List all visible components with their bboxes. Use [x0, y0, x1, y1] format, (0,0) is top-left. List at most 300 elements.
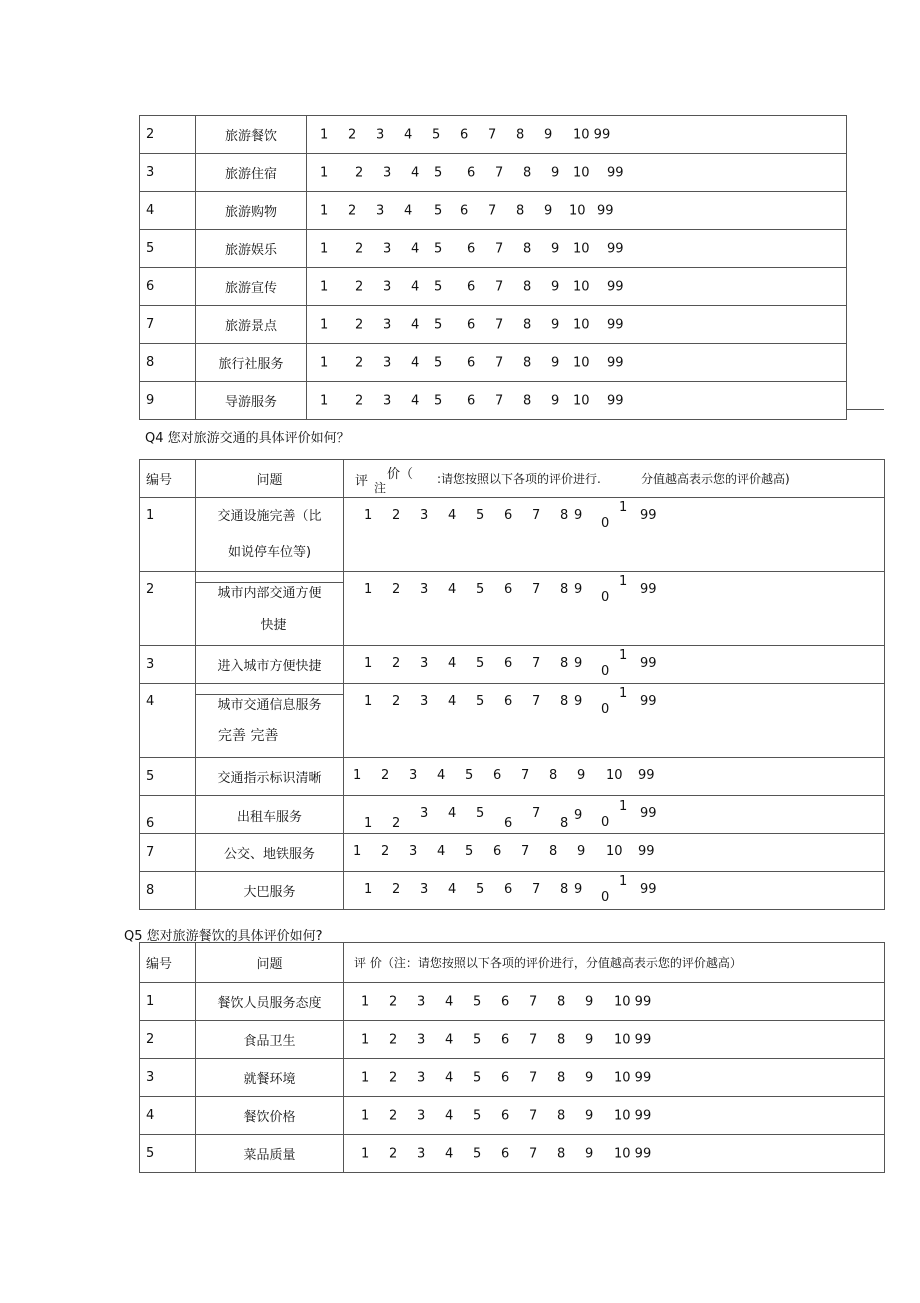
row-number: 2 [140, 1021, 196, 1059]
table-row [140, 154, 847, 192]
rating-value: 9 [585, 994, 594, 1009]
row-number: 7 [140, 306, 196, 344]
rating-value: 4 [411, 355, 420, 370]
rating-value: 3 [383, 165, 392, 180]
rating-value: 7 [521, 768, 530, 783]
rating-value: 1 [619, 799, 628, 814]
rating-value: 99 [607, 241, 624, 256]
row-label: 食品卫生 [196, 1021, 344, 1059]
rating-value: 0 [601, 890, 610, 905]
rating-scale [307, 382, 847, 420]
rating-value: 0 [601, 702, 610, 717]
rating-value: 99 [640, 806, 657, 821]
rating-value: 9 [551, 393, 560, 408]
rating-value: 1 [320, 393, 329, 408]
rating-value: 7 [495, 241, 504, 256]
rating-value: 5 [476, 694, 485, 709]
row-number: 7 [140, 834, 196, 872]
row-label-line: 如说停车位等) [227, 545, 312, 560]
row-label: 公交、地铁服务 [196, 834, 344, 872]
rating-value: 7 [488, 203, 497, 218]
rating-value: 2 [355, 393, 364, 408]
rating-value: 9 [551, 279, 560, 294]
rating-value: 1 [364, 882, 373, 897]
rating-value: 1 [320, 279, 329, 294]
rating-scale [344, 646, 885, 684]
row-label-line: 城市内部交通方便 [217, 586, 322, 601]
rating-value: 9 [574, 882, 583, 897]
rating-value: 10 [573, 317, 590, 332]
header-eval-part: 分值越高表示您的评价越高) [641, 472, 790, 486]
row-label: 进入城市方便快捷 [196, 646, 344, 684]
rating-value: 10 [573, 279, 590, 294]
rating-value: 8 [557, 1146, 566, 1161]
rating-value: 5 [434, 241, 443, 256]
rating-value: 6 [467, 165, 476, 180]
table-row [140, 230, 847, 268]
rating-value: 0 [601, 516, 610, 531]
rating-value: 7 [532, 508, 541, 523]
row-label: 餐饮价格 [196, 1097, 344, 1135]
rating-value: 2 [381, 768, 390, 783]
row-number: 6 [140, 796, 196, 834]
rating-value: 6 [460, 203, 469, 218]
rating-scale [344, 1097, 885, 1135]
rating-value: 8 [560, 882, 569, 897]
table-row [140, 1135, 885, 1173]
row-label: 旅行社服务 [196, 344, 307, 382]
row-number: 5 [140, 1135, 196, 1173]
header-number: 编号 [140, 460, 196, 498]
rating-scale [344, 834, 885, 872]
header-question: 问题 [196, 460, 344, 498]
row-label [196, 572, 344, 646]
table-row [140, 1059, 885, 1097]
rating-value: 10 [573, 241, 590, 256]
rating-value: 8 [557, 1032, 566, 1047]
row-number: 4 [140, 684, 196, 758]
rating-value: 9 [551, 165, 560, 180]
q5-rating-table [139, 942, 885, 1173]
row-number: 3 [140, 154, 196, 192]
rating-value: 8 [523, 165, 532, 180]
rating-value: 8 [560, 694, 569, 709]
rating-value: 7 [529, 1070, 538, 1085]
rating-value: 3 [420, 806, 429, 821]
rating-value: 4 [448, 508, 457, 523]
rating-value: 6 [501, 1032, 510, 1047]
rating-value: 1 [353, 768, 362, 783]
divider [196, 582, 343, 583]
header-evaluation: 评 价（注：请您按照以下各项的评价进行，分值越高表示您的评价越高） [344, 943, 885, 983]
rating-value: 99 [640, 656, 657, 671]
rating-value: 2 [392, 656, 401, 671]
rating-value: 0 [601, 815, 610, 830]
rating-value: 7 [495, 317, 504, 332]
rating-value: 5 [434, 279, 443, 294]
rating-value: 6 [504, 508, 513, 523]
rating-value: 7 [529, 1032, 538, 1047]
row-number: 5 [140, 230, 196, 268]
rating-value: 3 [417, 1070, 426, 1085]
rating-value: 9 [577, 768, 586, 783]
rating-value: 9 [551, 317, 560, 332]
table-row [140, 382, 847, 420]
rating-value: 7 [495, 165, 504, 180]
table-header-row [140, 943, 885, 983]
rating-value: 5 [473, 1146, 482, 1161]
rating-value: 8 [560, 582, 569, 597]
rating-value: 5 [434, 355, 443, 370]
row-label-line: 交通设施完善（比 [217, 509, 322, 524]
rating-value: 7 [529, 994, 538, 1009]
rating-value: 3 [420, 882, 429, 897]
row-label: 旅游景点 [196, 306, 307, 344]
rating-value: 2 [355, 317, 364, 332]
row-label: 旅游宣传 [196, 268, 307, 306]
rating-scale [307, 344, 847, 382]
rating-value: 1 [320, 355, 329, 370]
rating-value: 8 [523, 355, 532, 370]
row-label [196, 684, 344, 758]
rating-value: 3 [417, 994, 426, 1009]
rating-value: 1 [320, 203, 329, 218]
rating-value: 9 [574, 694, 583, 709]
rating-value: 9 [574, 656, 583, 671]
rating-value: 7 [529, 1108, 538, 1123]
rating-value: 10 [573, 393, 590, 408]
rating-value: 4 [448, 882, 457, 897]
rating-value: 4 [404, 127, 413, 142]
row-number: 8 [140, 872, 196, 910]
rating-value: 2 [392, 882, 401, 897]
rating-value: 99 [640, 582, 657, 597]
rating-value: 4 [448, 806, 457, 821]
rating-value: 1 [361, 1070, 370, 1085]
rating-value: 5 [473, 1070, 482, 1085]
row-number: 2 [140, 116, 196, 154]
rating-value: 6 [467, 279, 476, 294]
rating-value: 5 [476, 508, 485, 523]
rating-scale [344, 1059, 885, 1097]
rating-value: 6 [504, 694, 513, 709]
rating-value: 7 [532, 694, 541, 709]
row-label-line: 完善 完善 [218, 728, 279, 744]
rating-value: 9 [585, 1146, 594, 1161]
rating-scale [307, 306, 847, 344]
table-row [140, 344, 847, 382]
rating-value: 2 [355, 241, 364, 256]
rating-value: 99 [638, 768, 655, 783]
rating-scale [307, 154, 847, 192]
rating-value: 3 [376, 127, 385, 142]
table-row [140, 834, 885, 872]
rating-value: 2 [389, 1108, 398, 1123]
rating-value: 99 [607, 165, 624, 180]
row-number: 3 [140, 1059, 196, 1097]
rating-value: 9 [544, 127, 553, 142]
rating-scale [307, 268, 847, 306]
rating-value: 99 [607, 317, 624, 332]
row-number: 5 [140, 758, 196, 796]
row-label: 出租车服务 [196, 796, 344, 834]
rating-value: 10 99 [573, 127, 611, 142]
rating-value: 9 [574, 808, 583, 823]
rating-value: 8 [557, 994, 566, 1009]
rating-value: 8 [523, 279, 532, 294]
rating-value: 1 [619, 500, 628, 515]
rating-value: 5 [476, 882, 485, 897]
rating-value: 9 [551, 241, 560, 256]
rating-value: 9 [585, 1108, 594, 1123]
rating-value: 4 [445, 994, 454, 1009]
rating-value: 99 [640, 508, 657, 523]
rating-value: 5 [434, 165, 443, 180]
rating-value: 10 [569, 203, 586, 218]
rating-value: 7 [532, 806, 541, 821]
q3-rating-table [139, 115, 847, 420]
rating-value: 8 [549, 844, 558, 859]
rating-value: 0 [601, 590, 610, 605]
rating-value: 8 [560, 656, 569, 671]
q4-rating-table [139, 459, 885, 910]
rating-value: 1 [619, 686, 628, 701]
rating-value: 99 [638, 844, 655, 859]
rating-value: 5 [476, 582, 485, 597]
rating-value: 3 [420, 656, 429, 671]
rating-value: 1 [320, 241, 329, 256]
rating-value: 8 [516, 203, 525, 218]
rating-value: 9 [585, 1032, 594, 1047]
rating-value: 99 [607, 355, 624, 370]
rating-value: 6 [467, 317, 476, 332]
table-row [140, 646, 885, 684]
q4-title: Q4 您对旅游交通的具体评价如何？ [145, 431, 350, 446]
row-number: 1 [140, 983, 196, 1021]
rating-value: 1 [361, 1032, 370, 1047]
rating-value: 2 [381, 844, 390, 859]
rating-value: 10 99 [614, 994, 652, 1009]
rating-value: 5 [434, 317, 443, 332]
q5-title: Q5 您对旅游餐饮的具体评价如何? [124, 929, 323, 944]
rating-scale [344, 983, 885, 1021]
rating-value: 8 [557, 1108, 566, 1123]
rating-scale [344, 572, 885, 646]
row-label: 旅游娱乐 [196, 230, 307, 268]
rating-value: 1 [361, 1146, 370, 1161]
rating-value: 1 [364, 816, 373, 831]
row-label-line: 快捷 [260, 618, 287, 633]
rating-value: 8 [516, 127, 525, 142]
rating-value: 3 [420, 694, 429, 709]
rating-value: 2 [355, 279, 364, 294]
rating-value: 7 [495, 393, 504, 408]
rating-value: 2 [392, 694, 401, 709]
rating-value: 4 [445, 1070, 454, 1085]
rating-value: 1 [361, 1108, 370, 1123]
rating-value: 6 [460, 127, 469, 142]
rating-value: 0 [601, 664, 610, 679]
rating-value: 9 [551, 355, 560, 370]
rating-value: 9 [574, 582, 583, 597]
rating-value: 5 [476, 656, 485, 671]
rating-value: 2 [389, 1070, 398, 1085]
rating-value: 6 [501, 1146, 510, 1161]
table-row [140, 796, 885, 834]
rating-value: 2 [392, 582, 401, 597]
table-row [140, 192, 847, 230]
rating-value: 7 [532, 582, 541, 597]
row-label: 餐饮人员服务态度 [196, 983, 344, 1021]
rating-value: 10 99 [614, 1032, 652, 1047]
rating-value: 7 [529, 1146, 538, 1161]
rating-value: 6 [467, 241, 476, 256]
row-label: 交通指示标识清晰 [196, 758, 344, 796]
rating-value: 1 [364, 508, 373, 523]
rating-scale [344, 1021, 885, 1059]
rating-value: 1 [619, 648, 628, 663]
rating-value: 6 [501, 994, 510, 1009]
table-row [140, 684, 885, 758]
rating-value: 99 [640, 694, 657, 709]
rating-value: 5 [432, 127, 441, 142]
row-label: 导游服务 [196, 382, 307, 420]
row-number: 6 [140, 268, 196, 306]
table-row [140, 1097, 885, 1135]
rating-value: 9 [544, 203, 553, 218]
table-row [140, 758, 885, 796]
rating-value: 99 [640, 882, 657, 897]
rating-value: 6 [467, 355, 476, 370]
table-row [140, 872, 885, 910]
rating-value: 4 [448, 694, 457, 709]
table-row [140, 306, 847, 344]
rating-value: 7 [521, 844, 530, 859]
rating-value: 3 [376, 203, 385, 218]
header-number: 编号 [140, 943, 196, 983]
rating-value: 4 [445, 1032, 454, 1047]
row-label: 旅游购物 [196, 192, 307, 230]
rating-value: 4 [437, 844, 446, 859]
header-question: 问题 [196, 943, 344, 983]
rating-value: 10 [573, 165, 590, 180]
rating-value: 4 [445, 1108, 454, 1123]
rating-value: 1 [320, 317, 329, 332]
divider [846, 409, 884, 410]
table-row [140, 268, 847, 306]
rating-value: 4 [411, 317, 420, 332]
rating-value: 10 99 [614, 1070, 652, 1085]
rating-value: 8 [560, 816, 569, 831]
rating-value: 5 [473, 994, 482, 1009]
rating-value: 99 [607, 393, 624, 408]
rating-scale [344, 796, 885, 834]
row-number: 4 [140, 1097, 196, 1135]
rating-value: 4 [411, 241, 420, 256]
rating-value: 7 [532, 656, 541, 671]
rating-value: 1 [353, 844, 362, 859]
rating-value: 10 [573, 355, 590, 370]
rating-scale [344, 498, 885, 572]
rating-value: 8 [560, 508, 569, 523]
rating-value: 10 99 [614, 1146, 652, 1161]
row-label: 菜品质量 [196, 1135, 344, 1173]
row-number: 3 [140, 646, 196, 684]
rating-value: 1 [619, 874, 628, 889]
rating-value: 7 [488, 127, 497, 142]
rating-value: 3 [409, 844, 418, 859]
row-label [196, 498, 344, 572]
table-row [140, 572, 885, 646]
rating-scale [344, 872, 885, 910]
rating-value: 3 [409, 768, 418, 783]
row-number: 9 [140, 382, 196, 420]
rating-value: 3 [420, 582, 429, 597]
rating-value: 6 [467, 393, 476, 408]
rating-scale [344, 1135, 885, 1173]
rating-value: 6 [504, 816, 513, 831]
row-number: 4 [140, 192, 196, 230]
rating-value: 1 [619, 574, 628, 589]
rating-value: 1 [320, 165, 329, 180]
rating-value: 1 [364, 582, 373, 597]
rating-value: 6 [501, 1070, 510, 1085]
header-eval-part: 注 [374, 481, 387, 495]
rating-value: 2 [355, 165, 364, 180]
rating-value: 9 [585, 1070, 594, 1085]
table-header-row [140, 460, 885, 498]
rating-value: 8 [523, 317, 532, 332]
rating-value: 2 [348, 203, 357, 218]
rating-value: 6 [493, 768, 502, 783]
rating-value: 4 [411, 279, 420, 294]
divider [196, 694, 343, 695]
rating-value: 3 [383, 317, 392, 332]
rating-value: 1 [320, 127, 329, 142]
rating-scale [344, 758, 885, 796]
rating-value: 5 [473, 1108, 482, 1123]
rating-value: 4 [448, 582, 457, 597]
rating-value: 5 [465, 844, 474, 859]
row-label: 旅游餐饮 [196, 116, 307, 154]
rating-value: 6 [504, 882, 513, 897]
rating-value: 1 [364, 694, 373, 709]
rating-value: 99 [597, 203, 614, 218]
rating-value: 9 [574, 508, 583, 523]
rating-value: 2 [348, 127, 357, 142]
rating-value: 10 [606, 768, 623, 783]
rating-value: 1 [361, 994, 370, 1009]
row-label: 旅游住宿 [196, 154, 307, 192]
rating-value: 8 [549, 768, 558, 783]
rating-value: 4 [411, 393, 420, 408]
rating-value: 5 [434, 393, 443, 408]
rating-value: 4 [404, 203, 413, 218]
rating-value: 2 [392, 508, 401, 523]
rating-value: 8 [557, 1070, 566, 1085]
rating-value: 2 [389, 994, 398, 1009]
rating-scale [344, 684, 885, 758]
row-number: 2 [140, 572, 196, 646]
rating-value: 4 [445, 1146, 454, 1161]
rating-value: 6 [504, 582, 513, 597]
rating-value: 6 [501, 1108, 510, 1123]
rating-value: 1 [364, 656, 373, 671]
rating-value: 4 [448, 656, 457, 671]
rating-value: 3 [383, 241, 392, 256]
rating-scale [307, 116, 847, 154]
rating-value: 6 [504, 656, 513, 671]
